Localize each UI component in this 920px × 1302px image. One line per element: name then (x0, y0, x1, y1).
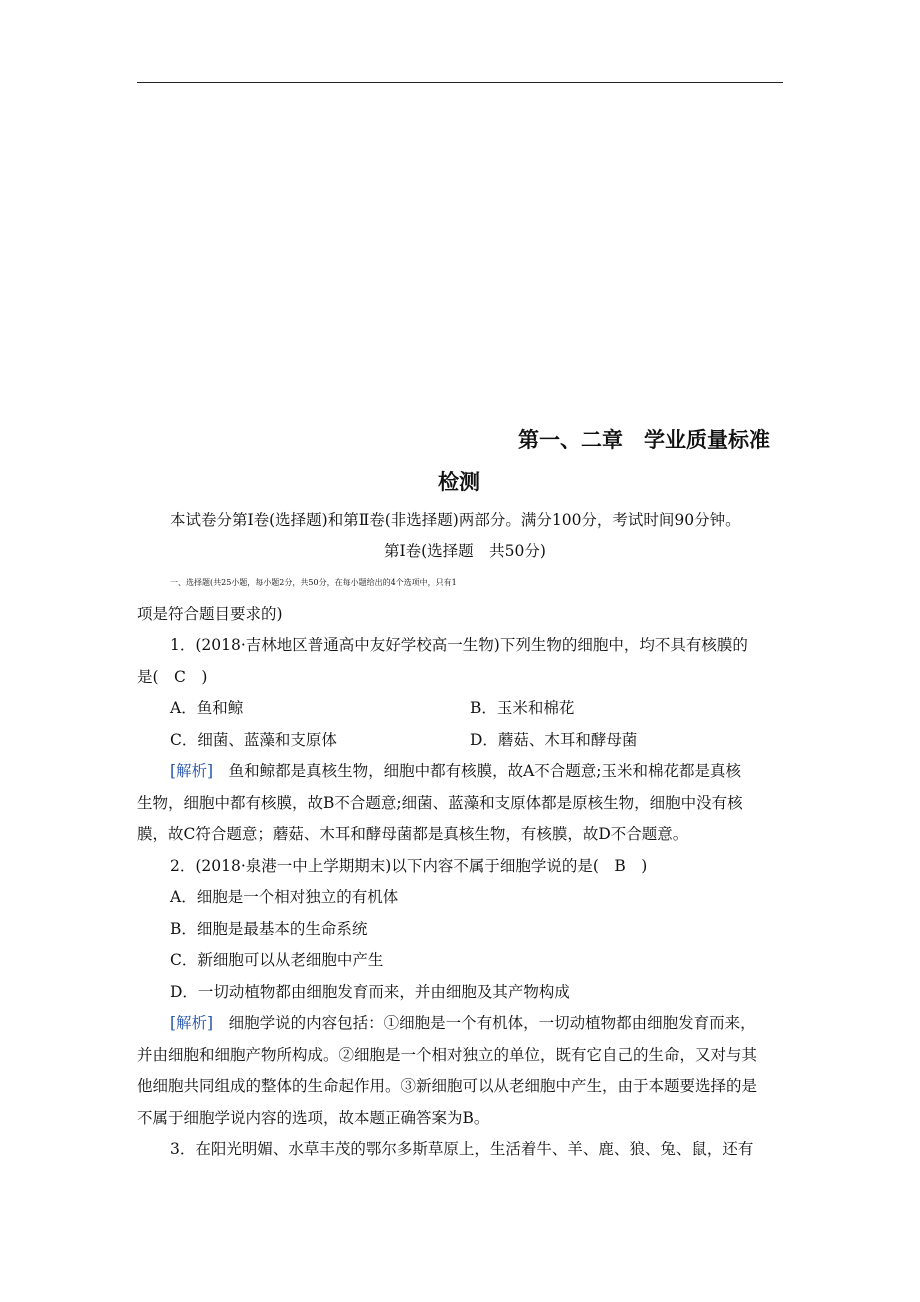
q1-option-d: D．蘑菇、木耳和酵母菌 (470, 731, 638, 749)
q2-analysis-line4: 不属于细胞学说内容的选项，故本题正确答案为B。 (137, 1109, 490, 1127)
header-rule (137, 82, 783, 83)
q2-stem: 2．(2018·泉港一中上学期期末)以下内容不属于细胞学说的是( B ) (170, 857, 648, 875)
q1-option-a: A．鱼和鲸 (170, 699, 244, 717)
q3-stem-line1: 3．在阳光明媚、水草丰茂的鄂尔多斯草原上，生活着牛、羊、鹿、狼、兔、鼠，还有 (170, 1140, 754, 1158)
q1-option-b: B．玉米和棉花 (470, 699, 575, 717)
section1-line2: 项是符合题目要求的) (137, 605, 283, 623)
q1-analysis-text1: 鱼和鲸都是真核生物，细胞中都有核膜，故A不合题意;玉米和棉花都是真核 (213, 762, 742, 780)
q2-analysis-line2: 并由细胞和细胞产物所构成。②细胞是一个相对独立的单位，既有它自己的生命，又对与其 (137, 1046, 758, 1064)
q2-analysis-line3: 他细胞共同组成的整体的生命起作用。③新细胞可以从老细胞中产生，由于本题要选择的是 (137, 1077, 758, 1095)
page-title-line2: 检测 (438, 470, 480, 494)
intro-text: 本试卷分第Ⅰ卷(选择题)和第Ⅱ卷(非选择题)两部分。满分100分，考试时间90分钟。 (170, 511, 741, 529)
q1-analysis-line1 (170, 760, 741, 782)
q2-option-d: D．一切动植物都由细胞发育而来，并由细胞及其产物构成 (170, 983, 570, 1001)
q2-analysis-line1 (170, 1012, 756, 1034)
q1-option-c: C．细菌、蓝藻和支原体 (170, 731, 337, 749)
q2-option-a: A．细胞是一个相对独立的有机体 (170, 888, 399, 906)
q1-analysis-tag: [解析] (170, 762, 214, 780)
q1-analysis-line2: 生物，细胞中都有核膜，故B不合题意;细菌、蓝藻和支原体都是原核生物，细胞中没有核 (137, 794, 743, 812)
part1-heading: 第Ⅰ卷(选择题 共50分) (384, 542, 546, 560)
q2-option-b: B．细胞是最基本的生命系统 (170, 920, 368, 938)
q1-analysis-line3: 膜，故C符合题意；蘑菇、木耳和酵母菌都是真核生物，有核膜，故D不合题意。 (137, 825, 689, 843)
q1-stem-line2: 是( C ) (137, 668, 208, 686)
page-title-line1: 第一、二章 学业质量标准 (518, 428, 770, 452)
section1-line1: 一、选择题(共25小题，每小题2分，共50分，在每小题给出的4个选项中，只有1 (170, 578, 457, 587)
q1-stem-line1: 1．(2018·吉林地区普通高中友好学校高一生物)下列生物的细胞中，均不具有核膜的 (170, 636, 748, 654)
q2-option-c: C．新细胞可以从老细胞中产生 (170, 951, 384, 969)
q2-analysis-text1: 细胞学说的内容包括：①细胞是一个有机体，一切动植物都由细胞发育而来， (213, 1014, 756, 1032)
q2-analysis-tag: [解析] (170, 1014, 214, 1032)
